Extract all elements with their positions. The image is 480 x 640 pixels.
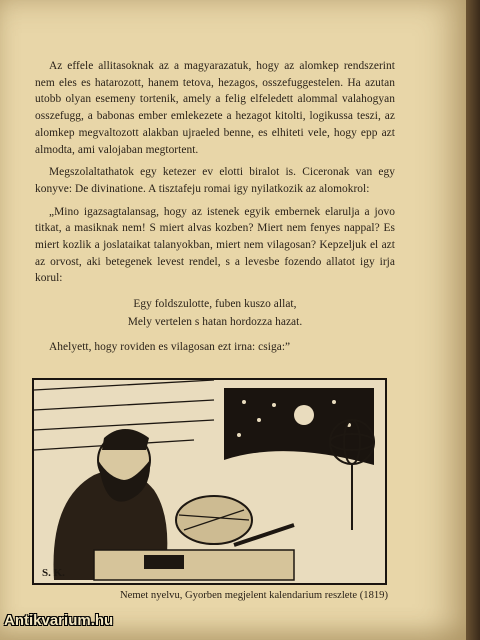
body-text xyxy=(35,58,395,356)
figure-caption: Nemet nyelvu, Gyorben megjelent kalendarium reszlete (1819) xyxy=(120,590,388,601)
astrologer-woodcut-image xyxy=(34,380,385,583)
verse-line-2: Mely vertelen s hatan hordozza hazat. xyxy=(127,316,303,329)
verse-line-1: Egy foldszulotte, fuben kuszo allat, xyxy=(133,298,297,311)
woodcut-initials: S. K. xyxy=(42,567,65,579)
paragraph-2-text: Megszolaltathatok egy ketezer ev elotti biralot is. Ciceronak van egy konyve: De divinatione. A tisztafeju romai igy nyilatkozik az alomokrol: xyxy=(35,166,395,195)
paragraph-1: Az effele allitasoknak az a magyarazatuk, hogy az alomkep rendszerint nem eles es hatarozott, hanem tetova, hezagos, osszefuggestelen. Ha azutan utobb olyan esemeny tortenik, amely a felig elfeledett alommal valahogyan osszefugg, a babonas ember emlekezete a hezagot kitolti, logikussa teszi, az alomkep megvaltozott alakban ujraeled benne, es elhiteti vele, hogy epp azt almodta, ami valojaban megtortent. xyxy=(35,60,395,156)
verse xyxy=(35,295,395,331)
paragraph-2 xyxy=(35,164,395,197)
closing-line: Ahelyett, hogy roviden es vilagosan ezt irna: csiga:” xyxy=(49,341,291,354)
page-spine-edge xyxy=(466,0,480,640)
watermark-logo: Antikvarium.hu xyxy=(4,612,114,629)
paragraph-3-quote: „Mino igazsagtalansag, hogy az istenek egyik embernek elarulja a jovo titkat, a masiknak nem! S miert alvas kozben? Miert nem fenyes nappal? Es miert kozlik a joslataikat talanyokban, miert nem vilagosan? Kepzeljuk el azt az orvost, aki betegenek levest rendel, s a levesbe fozendo allatot igy irja korul: xyxy=(35,205,395,285)
woodcut-illustration xyxy=(32,378,387,585)
